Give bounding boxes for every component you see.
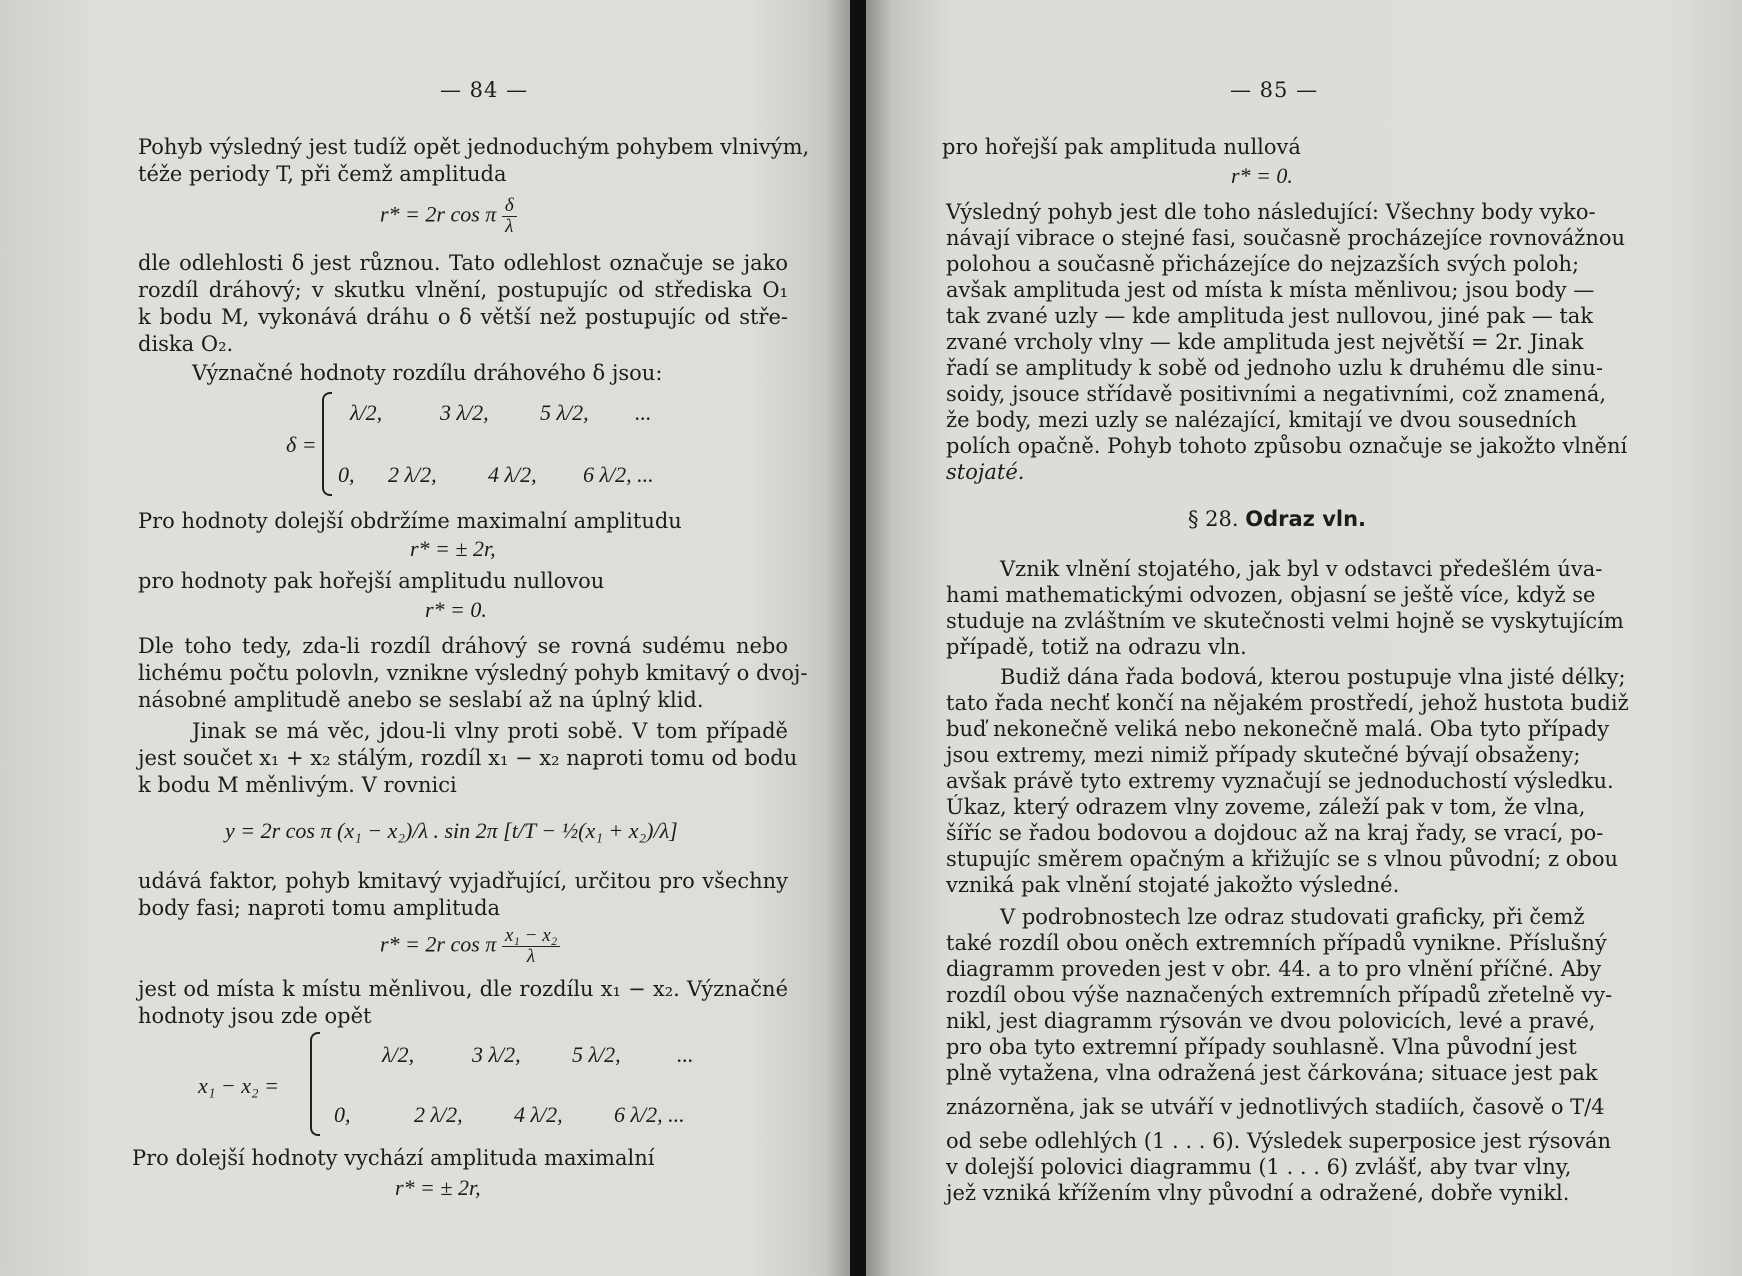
text-line: stupujíc směrem opačným a křižujíc se s vlnou původní; z obou [946,847,1618,871]
text-line: Výsledný pohyb jest dle toho následující: Všechny body vyko- [946,200,1596,224]
value: 5 λ/2, [572,1042,621,1067]
value: 4 λ/2, [514,1102,563,1127]
text-line: Jinak se má věc, jdou-li vlny proti sobě. V tom případě [192,719,788,743]
equation-amplitude [380,926,560,967]
text-line: Pohyb výsledný jest tudíž opět jednoduchým pohybem vlnivým, [138,135,810,159]
value: 6 λ/2, ... [614,1102,685,1127]
text-line: hami mathematickými odvozen, objasní se ještě více, když se [946,583,1596,607]
text-line: avšak právě tyto extremy vyznačují se jednoduchostí výsledku. [946,769,1614,793]
text-line: Význačné hodnoty rozdílu dráhového δ jsou: [192,361,663,385]
text-line: vzniká pak vlnění stojaté jakožto výsledné. [946,873,1400,897]
text-line: udává faktor, pohyb kmitavý vyjadřující, určitou pro všechny [138,869,788,893]
x-row-lower [334,1102,685,1128]
text-line: téže periody T, při čemž amplituda [138,162,507,186]
text-line: diska O₂. [138,332,234,356]
text-line: studuje na zvláštním ve skutečnosti velmi hojně se vyskytujícím [946,609,1624,633]
text-line: rozdíl dráhový; v skutku vlnění, postupujíc od střediska O₁ [138,278,788,302]
text-line: v dolejší polovici diagrammu (1 . . . 6) zvlášť, aby tvar vlny, [946,1155,1572,1179]
text-line: stojaté. [946,460,1025,484]
text-line: k bodu M měnlivým. V rovnici [138,773,457,797]
section-heading [1188,506,1366,532]
brace [322,392,332,496]
equation: r* = ± 2r, [410,536,496,561]
value: 3 λ/2, [472,1042,521,1067]
text-line: Budiž dána řada bodová, kterou postupuje vlna jisté délky; [1000,665,1626,689]
fraction [502,926,560,967]
text-line: avšak amplituda jest od místa k místa měnlivou; jsou body — [946,278,1595,302]
text-line: body fasi; naproti tomu amplituda [138,896,501,920]
section-number: § 28. [1188,507,1239,531]
equation: r* = ± 2r, [395,1175,481,1200]
text-line: Pro dolejší hodnoty vychází amplituda maximalní [132,1146,655,1170]
equation: r* = 0. [1231,163,1293,188]
text-line: k bodu M, vykonává dráhu o δ větší než postupujíc od stře- [138,305,788,329]
text-line: od sebe odlehlých (1 . . . 6). Výsledek superposice jest rýsován [946,1129,1612,1153]
text-line: Pro hodnoty dolejší obdržíme maximalní amplitudu [138,509,682,533]
text-line: znázorněna, jak se utváří v jednotlivých stadiích, časově o T/4 [946,1095,1605,1119]
value: 0, [334,1102,351,1127]
text-line: rozdíl obou výše naznačených extremních případů zřetelně vy- [946,983,1613,1007]
equation-lhs: r* = 2r cos π [380,201,497,227]
x-difference-symbol: x₁ − x₂ = [198,1073,280,1098]
value: ... [635,400,652,425]
text-line: diagramm proveden jest v obr. 44. a to pro vlnění příčné. Aby [946,957,1602,981]
text-line: pro hodnoty pak hořejší amplitudu nullovou [138,569,605,593]
text-line: pro oba tyto extremní případy souhlasně. Vlna původní jest [946,1035,1577,1059]
brace [310,1032,320,1136]
text-line: jsou extremy, mezi nimiž případy skutečné bývají obsaženy; [946,743,1581,767]
equation-lhs: r* = 2r cos π [380,931,497,957]
section-title: Odraz vln. [1245,507,1367,531]
text-line: jež vzniká křížením vlny původní a odražené, dobře vynikl. [946,1181,1570,1205]
text-line: Vznik vlnění stojatého, jak byl v odstavci předešlém úva- [1000,557,1603,581]
equation-wave: y = 2r cos π (x₁ − x₂)/λ . sin 2π [t/T − ½(x₁ + x₂)/λ] [225,818,678,843]
text-line: případě, totiž na odrazu vln. [946,635,1247,659]
text-line: tak zvané uzly — kde amplituda jest nullovou, jiné pak — tak [946,304,1594,328]
delta-row-lower [338,462,654,488]
denominator: λ [505,216,514,237]
text-line: tato řada nechť končí na nějakém prostředí, jehož hustota budiž [946,691,1629,715]
left-page [0,0,850,1276]
text-line: také rozdíl obou oněch extremních případů vynikne. Příslušný [946,931,1607,955]
numerator: x₁ − x₂ [502,926,560,947]
equation-amplitude [380,196,517,237]
value: 0, [338,462,355,487]
value: 5 λ/2, [540,400,589,425]
delta-symbol: δ = [286,432,317,457]
text-line: hodnoty jsou zde opět [138,1004,372,1028]
value: 2 λ/2, [388,462,437,487]
text-line: zvané vrcholy vlny — kde amplituda jest největší = 2r. Jinak [946,330,1584,354]
text-line: pro hořejší pak amplituda nullová [942,135,1301,159]
equation: r* = 0. [425,597,487,622]
page-number-right: — 85 — [1230,78,1319,102]
right-page [866,0,1742,1276]
text-line: návají vibrace o stejné fasi, současně procházejíce rovnovážnou [946,226,1626,250]
text-line: že body, mezi uzly se nalézající, kmitají ve dvou sousedních [946,408,1577,432]
text-line: šíříc se řadou bodovou a dojdouc až na kraj řady, se vrací, po- [946,821,1604,845]
text-line: polohou a současně přicházejíce do nejzazších svých poloh; [946,252,1580,276]
text-line: řadí se amplitudy k sobě od jednoho uzlu k druhému dle sinu- [946,356,1603,380]
text-line: násobné amplitudě anebo se seslabí až na úplný klid. [138,688,704,712]
text-line: plně vytažena, vlna odražená jest čárkována; situace jest pak [946,1061,1598,1085]
value: 2 λ/2, [414,1102,463,1127]
fraction [502,196,517,237]
text-line: dle odlehlosti δ jest různou. Tato odlehlost označuje se jako [138,251,788,275]
text-line: nikl, jest diagramm rýsován ve dvou polovicích, levé a pravé, [946,1009,1596,1033]
text-line: Dle toho tedy, zda-li rozdíl dráhový se rovná sudému nebo [138,634,788,658]
value: 4 λ/2, [488,462,537,487]
x-row-upper [382,1042,694,1068]
page-number-left: — 84 — [440,78,529,102]
text-line: buď nekonečně veliká nebo nekonečně malá. Oba tyto případy [946,717,1610,741]
numerator: δ [502,196,517,217]
text-line: soidy, jsouce střídavě positivními a negativními, což znamená, [946,382,1607,406]
value: λ/2, [382,1042,415,1067]
text-line: V podrobnostech lze odraz studovati graficky, při čemž [1000,905,1585,929]
text-line: polích opačně. Pohyb tohoto způsobu označuje se jakožto vlnění [946,434,1628,458]
denominator: λ [526,946,536,967]
book-spine [850,0,866,1276]
text-line: jest od místa k místu měnlivou, dle rozdílu x₁ − x₂. Význačné [138,977,788,1001]
delta-row-upper [350,400,652,426]
text-line: jest součet x₁ + x₂ stálým, rozdíl x₁ − x₂ naproti tomu od bodu [138,746,798,770]
value: 6 λ/2, ... [583,462,654,487]
text-line: Úkaz, který odrazem vlny zoveme, záleží pak v tom, že vlna, [946,795,1586,819]
value: 3 λ/2, [440,400,489,425]
value: ... [677,1042,694,1067]
text-line: lichému počtu polovln, vznikne výsledný pohyb kmitavý o dvoj- [138,661,808,685]
value: λ/2, [350,400,383,425]
